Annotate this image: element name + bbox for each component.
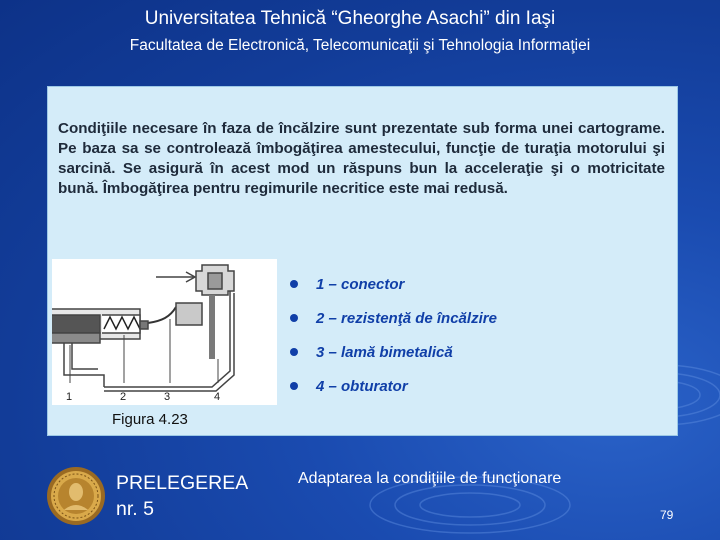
- diagram-number-3: 3: [164, 391, 171, 403]
- list-item: [290, 369, 497, 403]
- bullet-icon: [290, 382, 298, 390]
- lecture-title: PRELEGEREA: [116, 472, 249, 494]
- university-title: Universitatea Tehnică “Gheorghe Asachi” din Iaşi: [144, 8, 556, 29]
- diagram-number-1: 1: [66, 391, 73, 403]
- part-label: 3 – lamă bimetalică: [316, 343, 453, 361]
- diagram-number-2: 2: [120, 391, 127, 403]
- part-label: 2 – rezistenţă de încălzire: [316, 309, 497, 327]
- lecture-label: [116, 470, 248, 522]
- heater-schematic-figure: [52, 259, 277, 405]
- part-label: 1 – conector: [316, 275, 405, 293]
- list-item: [290, 301, 497, 335]
- list-item: [290, 267, 497, 301]
- bullet-icon: [290, 280, 298, 288]
- university-seal-icon: [46, 466, 106, 526]
- part-label: 4 – obturator: [316, 377, 408, 395]
- faculty-subtitle: Facultatea de Electronică, Telecomunicaţii şi Tehnologia Informaţiei: [129, 37, 591, 54]
- slide-number: 79: [660, 508, 674, 522]
- heater-diagram: [52, 259, 277, 405]
- bullet-icon: [290, 348, 298, 356]
- figure-caption: Figura 4.23: [112, 411, 188, 428]
- parts-list: [290, 267, 497, 403]
- list-item: [290, 335, 497, 369]
- body-paragraph: Condiţiile necesare în faza de încălzire sunt prezentate sub forma unei cartograme. Pe baza sa se controlează îmbogăţirea amestecului, funcţie de turaţia motorului şi sarcină. Se asigură în acest mod un răspuns bun la acceleraţie şi o motricitate bună. Îmbogăţirea pentru regimurile necritice este mai redusă.: [58, 120, 665, 197]
- content-panel: [47, 86, 678, 436]
- lecture-topic: Adaptarea la condiţiile de funcţionare: [298, 470, 562, 487]
- lecture-number: nr. 5: [116, 498, 154, 520]
- diagram-number-4: 4: [214, 391, 221, 403]
- bullet-icon: [290, 314, 298, 322]
